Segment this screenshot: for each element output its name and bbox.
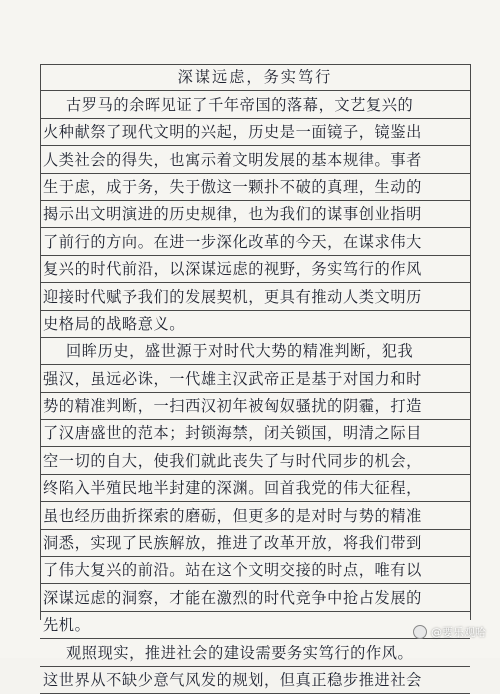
- text-line: 生于虑，成于务，失于傲这一颗扑不破的真理，生动的: [43, 177, 422, 196]
- text-line: 强汉，虽远必诛，一代雄主汉武帝正是基于对国力和时: [43, 369, 422, 388]
- text-line: 复兴的时代前沿，以深谋远虑的视野，务实笃行的作风: [43, 260, 422, 279]
- text-line: 迎接时代赋予我们的发展契机，更具有推动人类文明历: [43, 287, 422, 306]
- text-row: [40, 557, 470, 584]
- text-line: 了伟大复兴的前沿。站在这个文明交接的时点，唯有以: [43, 561, 422, 580]
- text-line: 回眸历史，盛世源于对时代大势的精准判断，犯我: [66, 342, 414, 361]
- text-line: 古罗马的余晖见证了千年帝国的落幕，文艺复兴的: [66, 95, 414, 114]
- text-line: 虽也经历曲折探索的磨砺，但更多的是对时与势的精准: [43, 506, 422, 525]
- text-row: [40, 338, 470, 365]
- text-line: 空一切的自大，使我们就此丧失了与时代同步的机会，: [43, 451, 422, 470]
- watermark: [413, 624, 486, 640]
- text-row: [40, 584, 470, 611]
- text-row: [40, 146, 470, 173]
- text-row: [40, 475, 470, 502]
- text-line: 终陷入半殖民地半封建的深渊。回首我党的伟大征程，: [43, 479, 422, 498]
- writing-grid: [40, 64, 470, 694]
- text-row: [40, 365, 470, 392]
- right-margin-line: [470, 64, 471, 620]
- watermark-text: @要乐观哈: [431, 626, 486, 639]
- text-row: [40, 119, 470, 146]
- text-row: [40, 201, 470, 228]
- text-row: [40, 502, 470, 529]
- text-row: [40, 228, 470, 255]
- text-line: 人类社会的得失，也寓示着文明发展的基本规律。事者: [43, 150, 422, 169]
- text-row: [40, 91, 470, 118]
- title-row: [40, 64, 470, 91]
- text-line: 先机。: [43, 616, 91, 635]
- text-row: [40, 256, 470, 283]
- text-line: 这世界从不缺少意气风发的规划，但真正稳步推进社会: [43, 670, 422, 689]
- text-row: [40, 667, 470, 694]
- text-line: 深谋远虑的洞察，才能在激烈的时代竞争中抢占发展的: [43, 588, 422, 607]
- text-line: 观照现实，推进社会的建设需要务实笃行的作风。: [66, 643, 414, 662]
- text-row: [40, 612, 470, 639]
- text-row: [40, 639, 470, 666]
- essay-title: 深谋远虑，务实笃行: [177, 68, 333, 87]
- text-row: [40, 530, 470, 557]
- text-line: 了汉唐盛世的范本；封锁海禁，闭关锁国，明清之际目: [43, 424, 422, 443]
- text-line: 史格局的战略意义。: [43, 314, 186, 333]
- text-line: 火种献祭了现代文明的兴起，历史是一面镜子，镜鉴出: [43, 123, 422, 142]
- text-row: [40, 393, 470, 420]
- text-row: [40, 447, 470, 474]
- text-line: 势的精准判断，一扫西汉初年被匈奴骚扰的阴霾，打造: [43, 397, 422, 416]
- text-line: 洞悉，实现了民族解放，推进了改革开放，将我们带到: [43, 534, 422, 553]
- text-row: [40, 420, 470, 447]
- text-row: [40, 283, 470, 310]
- text-line: 了前行的方向。在进一步深化改革的今天，在谋求伟大: [43, 232, 422, 251]
- text-line: 揭示出文明演进的历史规律，也为我们的谋事创业指明: [43, 205, 422, 224]
- text-row: [40, 311, 470, 338]
- watermark-logo-icon: [413, 625, 427, 639]
- text-row: [40, 174, 470, 201]
